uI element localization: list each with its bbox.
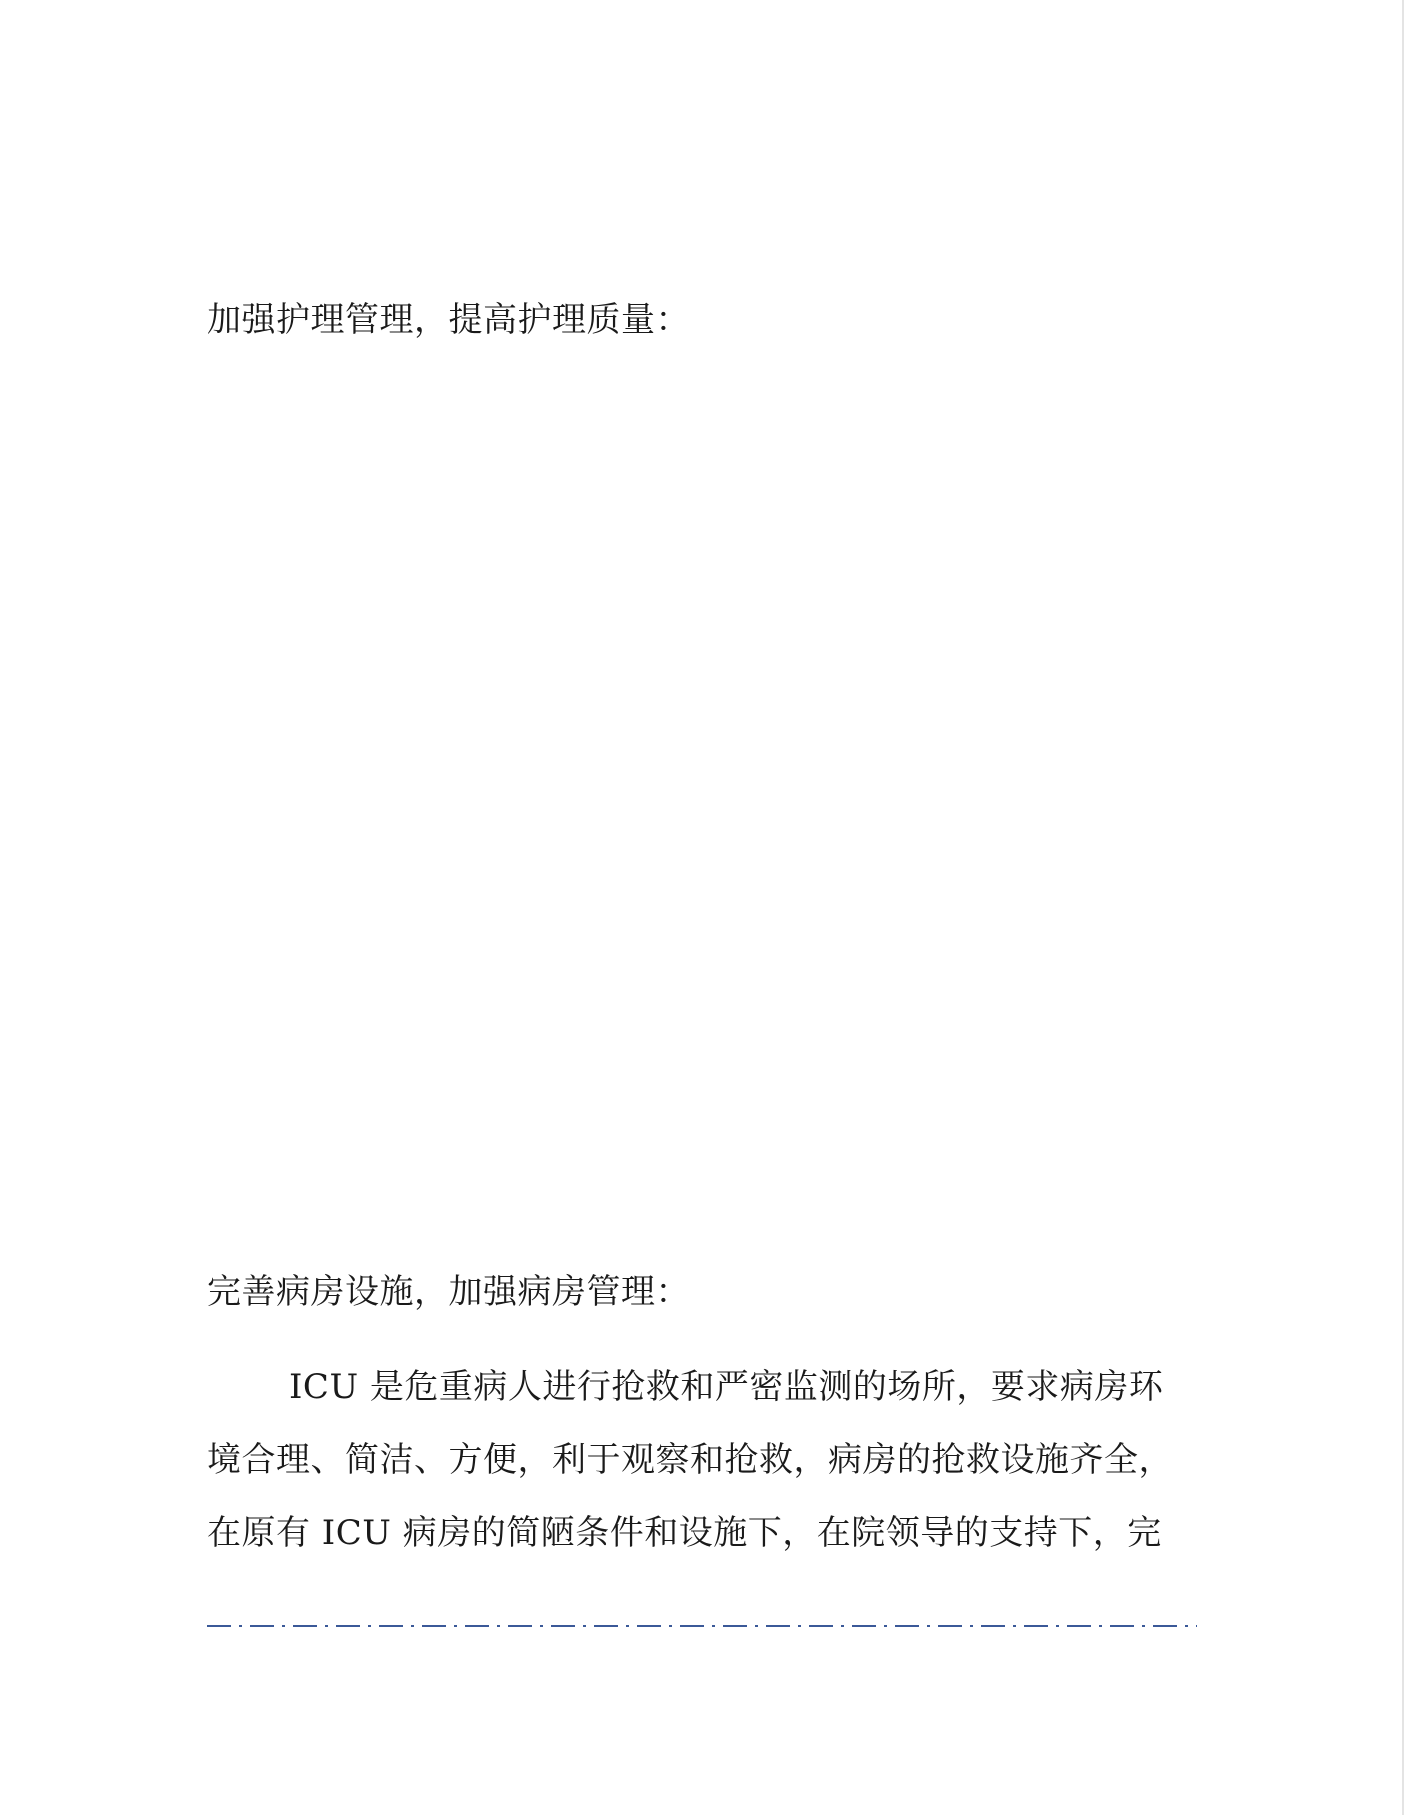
paragraph-line: ICU 是危重病人进行抢救和严密监测的场所，要求病房环 xyxy=(289,1367,1164,1407)
paragraph-line: 在原有 ICU 病房的简陋条件和设施下，在院领导的支持下，完 xyxy=(207,1513,1162,1553)
footer-dash-dot-rule xyxy=(207,1625,1197,1627)
paragraph-line: 境合理、简洁、方便，利于观察和抢救，病房的抢救设施齐全， xyxy=(207,1440,1173,1480)
section-heading-ward-facilities: 完善病房设施，加强病房管理： xyxy=(207,1272,690,1312)
section-heading-nursing-management: 加强护理管理，提高护理质量： xyxy=(207,300,690,340)
